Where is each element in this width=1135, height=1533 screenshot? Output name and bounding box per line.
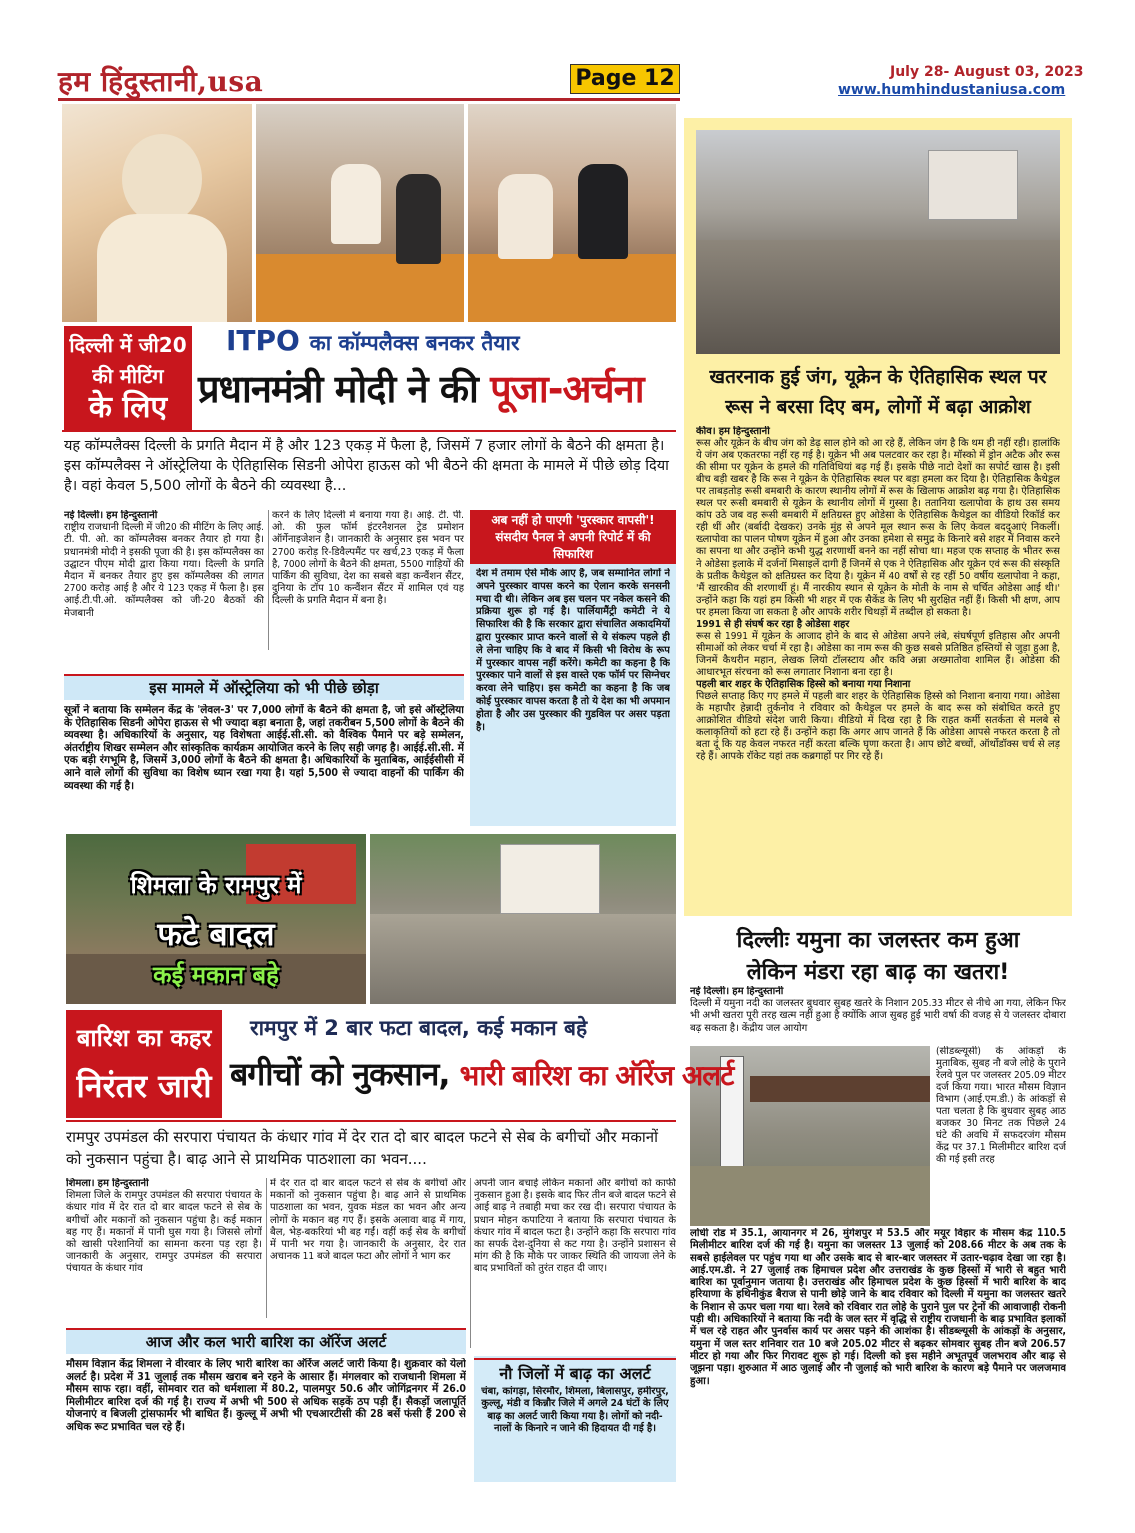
shimla-column-2: में देर रात दो बार बादल फटने से सेब के बगीचों और मकानों को नुकसान पहुंचा है। बाढ़ आने से प्राथमिक पाठशाला का भवन, युवक मंडल का भवन और अन्य लोगों के मकान बह गए हैं। इसके अलावा बाढ़ में गाय, बैल, भेड़-बकरियां भी बह गईं। वहीं कई सेब के बगीचों में पानी भर गया है। जानकारी के अनुसार, देर रात अचानक 11 बजे बादल फटा और लोगों ने भाग कर bbox=[270, 1178, 466, 1263]
story1-col1-text: राष्ट्रीय राजधानी दिल्ली में जी20 की मीटिंग के लिए आई. टी. पी. ओ. का कॉम्पलैक्स बनकर तैयार हो गया है। प्रधानमंत्री मोदी ने इसकी पूजा की है। इस कॉम्पलैक्स का उद्घाटन पीएम मोदी द्वारा किया गया। दिल्ली के प्रगति मैदान में बनकर तैयार हुए इस कॉम्पलैक्स की लागत 2700 करोड़ आई है और ये 123 एकड़ में फैला है। इस आई.टी.पी.ओ. कॉम्पलैक्स को जी-20 बैठकों की मेजबानी bbox=[64, 522, 264, 619]
story1-headline bbox=[198, 362, 644, 416]
rain-box-line-1: बारिश का कहर bbox=[76, 1024, 212, 1052]
ukraine-story-box bbox=[684, 118, 1072, 916]
shimla-headline-accent: भारी बारिश का ऑरेंज अलर्ट bbox=[459, 1059, 734, 1092]
g20-headline-box bbox=[64, 326, 192, 430]
ukraine-headline: खतरनाक हुई जंग, यूक्रेन के ऐतिहासिक स्थल पर रूस ने बरसा दिए बम, लोगों में बढ़ा आक्रोश bbox=[709, 366, 1047, 418]
ukraine-subhead-2: पहली बार शहर के ऐतिहासिक हिस्से को बनाया गया निशाना bbox=[696, 678, 911, 690]
shimla-byline: शिमला। हम हिन्दुस्तानी bbox=[66, 1178, 149, 1189]
shimla-col1-text: शिमला जिले के रामपुर उपमंडल की सरपारा पंचायत के कंधार गांव में देर रात दो बार बादल फटने से सेब के बगीचों और मकानों को नुकसान पहुंचा है। कई मकान बह गए हैं। मकानों में पानी घुस गया है। जिससे लोगों को खासी परेशानियों का सामना करना पड़ रहा है। जानकारी के अनुसार, रामपुर उपमंडल की सरपारा पंचायत के कंधार गांव bbox=[66, 1190, 262, 1275]
story1-byline: नई दिल्ली। हम हिन्दुस्तानी bbox=[64, 510, 158, 521]
column-divider bbox=[470, 1178, 471, 1348]
ukraine-body bbox=[696, 426, 1060, 910]
website-link[interactable]: www.humhindustaniusa.com bbox=[838, 82, 1066, 98]
shimla-headline bbox=[230, 1052, 733, 1095]
ukraine-para-3: पिछले सप्ताह किए गए हमले में पहली बार शहर के ऐतिहासिक हिस्से को निशाना बनाया गया। ओडेसा के महापौर हेन्नादी तुर्कनोव ने रविवार को कैथेड्रल पर हमले के बाद रूस को संबोधित करते हुए आक्रोशित वीडियो संदेश जारी किया। वीडियो में दिख रहा है कि राहत कर्मी सतर्कता से मलबे से कलाकृतियों को हटा रहे हैं। उन्होंने कहा कि अगर आप जानते हैं कि ओडेसा आपसे नफरत करता है तो बता दूं कि यह केवल नफरत नहीं करता बल्कि घृणा करता है। आप छोटे बच्चों, ऑर्थोडॉक्स चर्च से लड़ रहे हैं। आपके रॉकेट यहां तक कब्रगाहों पर गिर रहे हैं। bbox=[696, 691, 1060, 763]
pooja-ceremony-photo-1 bbox=[256, 104, 464, 322]
award-sidebar-text: देश में तमाम ऐसे मौके आए है, जब सम्मानित लोगों ने अपने पुरस्कार वापस करने का ऐलान करके सनसनी मचा दी थी। लेकिन अब इस चलन पर नकेल कसने की प्रक्रिया शुरू हो गई है। पार्लियामैंट्री कमेटी ने ये सिफारिश की है कि सरकार द्वारा संचालित अकादमियों द्वारा पुरस्कार प्राप्त करने वालों से ये संकल्प पहले ही ले लेना चाहिए कि वे बाद में किसी भी विरोध के रूप में पुरस्कार वापस नहीं करेंगे। कमेटी का कहना है कि पुरस्कार पाने वालों से इस वास्ते एक फॉर्म पर सिग्नेचर करवा लेने चाहिए। इस कमेटी का कहना है कि जब कोई पुरस्कार वापस करता है तो ये देश का भी अपमान होता है और उस पुरस्कार की गुडविल पर असर पड़ता है। bbox=[476, 568, 670, 733]
yamuna-intro-text: दिल्ली में यमुना नदी का जलस्तर बुधवार सुबह खतरे के निशान 205.33 मीटर से नीचे आ गया, लेकिन फिर भी अभी खतरा पूरी तरह खत्म नहीं हुआ है क्योंकि आज सुबह हुई भारी वर्षा की वजह से ये जलस्तर दोबारा बढ़ सकता है। केंद्रीय जल आयोग bbox=[690, 998, 1066, 1034]
shimla-cloudburst-photo-2 bbox=[370, 834, 676, 1004]
flood-alert-text: चंबा, कांगड़ा, सिरमौर, शिमला, बिलासपुर, हमीरपुर, कुल्लू, मंडी व किन्नौर जिले में अगले 24 घंटों के लिए बाढ़ का अलर्ट जारी किया गया है। लोगों को नदी-नालों के किनारे न जाने की हिदायत दी गई है। bbox=[481, 1386, 669, 1435]
shimla-column-1 bbox=[66, 1178, 262, 1320]
shimla-lead: रामपुर उपमंडल की सरपारा पंचायत के कंधार गांव में देर रात दो बार बादल फटने से सेब के बगीचों और मकानों को नुकसान पहुंचा है। बाढ़ आने से प्राथमिक पाठशाला का भवन.... bbox=[66, 1128, 658, 1168]
rain-havoc-box bbox=[66, 1010, 222, 1118]
column-divider bbox=[266, 1178, 267, 1318]
story1-column-3: सूत्रों ने बताया कि सम्मेलन केंद्र के 'लेवल-3' पर 7,000 लोगों के बैठने की क्षमता है, जो इसे ऑस्ट्रेलिया के ऐतिहासिक सिडनी ओपेरा हाऊस से भी ज्यादा बड़ा बनाता है, जहां तकरीबन 5,500 लोगों के बैठने की व्यवस्था है। अधिकारियों के अनुसार, यह विशेषता आईई.सी.सी. को वैश्विक पैमाने पर बड़े सम्मेलन, अंतर्राष्ट्रीय शिखर सम्मेलन और सांस्कृतिक कार्यक्रम आयोजित करने के लिए सही जगह है। आईई.सी.सी. में एक बड़ी रंगभूमि है, जिसमें 3,000 लोगों के बैठने की क्षमता है। अधिकारियों के मुताबिक, आईईसीसी में आने वाले लोगों की सुविधा का विशेष ध्यान रखा गया है। यहां 5,500 से ज्यादा वाहनों की पार्किंग की व्यवस्था की गई है। bbox=[64, 704, 464, 792]
flood-alert-sidebar bbox=[474, 1356, 676, 1482]
shimla-cloudburst-photo-1 bbox=[66, 834, 366, 1004]
story1-headline-main: प्रधानमंत्री मोदी ने की bbox=[198, 367, 478, 411]
pooja-ceremony-photo-2 bbox=[468, 104, 676, 322]
itpo-kicker bbox=[226, 324, 520, 357]
ukraine-para-1: रूस और यूक्रेन के बीच जंग को डेढ़ साल होने को आ रहे हैं, लेकिन जंग है कि थम ही नहीं रही। हालांकि ये जंग अब एकतरफा नहीं रह गई है। यूक्रेन भी अब पलटवार कर रहा है। मॉस्को में ड्रोन अटैक और रूस की सीमा पर यूक्रेन के हमले की गतिविधियां बढ़ गई हैं। इसके पीछे नाटो देशों का सपोर्ट खास है। इसी बीच बड़ी खबर है कि रूस ने यूक्रेन के ऐतिहासिक स्थल पर बड़ा हमला कर दिया है। ऐतिहासिक कैथेड्रल पर ताबड़तोड़ रूसी बमबारी के कारण स्थानीय लोगों में रूस के खिलाफ आक्रोश बढ़ गया है। ऐतिहासिक स्थल पर रूसी बमबारी से यूक्रेन के स्थानीय लोगों में गुस्सा है। ततानिया ख्लापोवा के हाथ उस समय कांप उठे जब वह रूसी बमबारी में क्षतिग्रस्त हुए ओडेसा के ऐतिहासिक कैथेड्रल का वीडियो रिकॉर्ड कर रही थीं और (बर्बादी देखकर) उनके मुंह से अपने मूल स्थान रूस के लिए केवल बददुआएं निकलीं। ख्लापोवा का पालन पोषण यूक्रेन में हुआ और उनका हमेशा से समुद्र के किनारे बसे शहर में निवास करने का सपना था और उन्होंने कभी युद्ध शरणार्थी बनने का नहीं सोचा था। महज एक सप्ताह के भीतर रूस ने ओडेसा इलाके में दर्जनों मिसाइलें दागी हैं जिनमें से एक ने ऐतिहासिक और यूक्रेन एवं रूस की संस्कृति के प्रतीक कैथेड्रल को क्षतिग्रस्त कर दिया है। यूक्रेन में 40 वर्षों से रह रहीं 50 वर्षीय ख्लापोवा ने कहा, 'मैं खारकीव की शरणार्थी हूं। मैं नारकीय स्थान से यूक्रेन के मोती के नाम से चर्चित ओडेसा आई थी।' उन्होंने कहा कि यहां हम किसी भी शहर में एक सैकेंड के लिए भी सुरक्षित नहीं हैं। किसी भी क्षण, आप पर हमला किया जा सकता है और आपके शरीर चिथड़ों में तब्दील हो सकता है। bbox=[696, 438, 1060, 618]
award-sidebar bbox=[470, 510, 676, 826]
photo-overlay-line-2: फटे बादल bbox=[157, 915, 275, 953]
column-divider bbox=[268, 510, 269, 650]
yamuna-byline: नई दिल्ली। हम हिन्दुस्तानी bbox=[690, 986, 784, 997]
shimla-rule bbox=[66, 1120, 676, 1122]
newspaper-brand: हम हिंदुस्तानी,usa bbox=[58, 65, 264, 98]
story1-column-1 bbox=[64, 510, 264, 652]
story1-subhead: इस मामले में ऑस्ट्रेलिया को भी पीछे छोड़ा bbox=[64, 674, 464, 700]
flood-alert-headline: नौ जिलों में बाढ़ का अलर्ट bbox=[474, 1358, 676, 1384]
g20-box-line-1: दिल्ली में जी20 bbox=[69, 333, 187, 357]
yamuna-headline-line-2: लेकिन मंडरा रहा बाढ़ का खतरा! bbox=[746, 960, 1010, 985]
award-sidebar-headline: अब नहीं हो पाएगी 'पुरस्कार वापसी'! संसदीय पैनल ने अपनी रिपोर्ट में की सिफारिश bbox=[470, 510, 676, 564]
g20-box-line-2: की मीटिंग bbox=[92, 364, 164, 388]
story1-column-2: करने के लिए दिल्ली में बनाया गया है। आई. टी. पी. ओ. की फुल फॉर्म इंटरनैशनल ट्रेड प्रमोशन ऑर्गेनाइजेशन है। जानकारी के अनुसार इस भवन पर 2700 करोड़ रि-डिवैल्पमैंट पर खर्च,23 एकड़ में फैला है, 7000 लोगों के बैठने की क्षमता, 5500 गाड़ियों की पार्किंग की सुविधा, देश का सबसे बड़ा कन्वैंशन सैंटर, दुनिया के टॉप 10 कन्वैंशन सैंटर में शामिल एवं यह दिल्ली के प्रगति मैदान में बना है। bbox=[272, 510, 464, 607]
yamuna-beside-photo-text: (सीडब्ल्यूसी) के आंकड़ों के मुताबिक, सुबह नौ बजे लोहे के पुराने रेलवे पुल पर जलस्तर 205.09 मीटर दर्ज किया गया। भारत मौसम विज्ञान विभाग (आई.एम.डी.) के आंकड़ों से पता चलता है कि बुधवार सुबह आठ बजकर 30 मिनट तक पिछले 24 घंटे की अवधि में सफदरजंग मौसम केंद्र पर 37.1 मिलीमीटर बारिश दर्ज की गई इसी तरह bbox=[936, 1046, 1066, 1165]
ukraine-byline: कीव। हम हिन्दुस्तानी bbox=[696, 426, 770, 437]
itpo-kicker-itpo: ITPO bbox=[226, 324, 300, 357]
rain-box-line-2: निरंतर जारी bbox=[76, 1067, 212, 1105]
ukraine-subhead-1: 1991 से ही संघर्ष कर रहा है ओडेसा शहर bbox=[696, 618, 850, 630]
g20-box-line-3: के लिए bbox=[88, 390, 168, 425]
modi-portrait-photo bbox=[62, 104, 252, 322]
shimla-column-3: अपनी जान बचाई लेकिन मकानों और बगीचों को काफी नुकसान हुआ है। इसके बाद फिर तीन बजे बादल फटने से आई बाढ़ ने तबाही मचा कर रख दी। सरपारा पंचायत के प्रधान मोहन कपाटिया ने बताया कि सरपारा पंचायत के कंधार गांव में बादल फटा है। उन्होंने कहा कि सरपारा गांव का सपर्क देश-दुनिया से कट गया है। उन्होंने प्रशासन से मांग की है कि मौके पर जाकर स्थिति की जायजा लेने के बाद प्रभावितों को तुरंत राहत दी जाए। bbox=[474, 1178, 676, 1275]
story1-headline-accent: पूजा-अर्चना bbox=[490, 367, 644, 411]
photo-overlay-line-1: शिमला के रामपुर में bbox=[130, 871, 302, 899]
page-number: Page 12 bbox=[570, 64, 680, 94]
itpo-kicker-rest: का कॉम्पलैक्स बनकर तैयार bbox=[309, 331, 520, 355]
masthead-rule bbox=[58, 98, 680, 101]
shimla-kicker: रामपुर में 2 बार फटा बादल, कई मकान बहे bbox=[250, 1016, 588, 1040]
masthead bbox=[0, 0, 1135, 104]
orange-alert-text: मौसम विज्ञान केंद्र शिमला ने वीरवार के लिए भारी बारिश का ऑरेंज अलर्ट जारी किया है। शुक्रवार को येलो अलर्ट है। प्रदेश में 31 जुलाई तक मौसम खराब बने रहने के आसार हैं। मंगलवार को राजधानी शिमला में मौसम साफ रहा। वहीं, सोमवार रात को धर्मशाला में 80.2, पालमपुर 50.6 और जोगिंद्रनगर में 26.0 मिलीमीटर बारिश दर्ज की गई है। राज्य में अभी भी 500 से अधिक सड़कें ठप पड़ी हैं। सैकड़ों जलापूर्ति योजनाएं व बिजली ट्रांसफार्मर भी बाधित हैं। कुल्लू में अभी भी एचआरटीसी की 28 बसें फंसी हैं 200 से अधिक रूट प्रभावित चल रहे हैं। bbox=[66, 1358, 466, 1433]
story1-rule bbox=[62, 430, 676, 432]
issue-date: July 28- August 03, 2023 bbox=[890, 64, 1084, 80]
yamuna-headline-line-1: दिल्लीः यमुना का जलस्तर कम हुआ bbox=[736, 928, 1020, 953]
photo-overlay-line-3: कई मकान बहे bbox=[153, 961, 279, 989]
shimla-headline-main: बगीचों को नुकसान, bbox=[230, 1055, 450, 1093]
yamuna-intro bbox=[690, 986, 1066, 1046]
odesa-cathedral-ruins-photo bbox=[696, 130, 1060, 354]
ukraine-para-2: रूस से 1991 में यूक्रेन के आजाद होने के बाद से ओडेसा अपने लंबे, संघर्षपूर्ण इतिहास और अपनी सीमाओं को लेकर चर्चा में रहा है। ओडेसा का नाम रूस की कुछ सबसे प्रतिष्ठित हस्तियों से जुड़ा हुआ है, जिनमें कैथरीन महान, लेखक लियो टॉलस्टाय और कवि अन्ना अख्मातोवा शामिल हैं। ओडेसा की आधारभूत संरचना को रूस लगातार निशाना बना रहा है। bbox=[696, 630, 1060, 678]
orange-alert-subhead: आज और कल भारी बारिश का ऑरेंज अलर्ट bbox=[66, 1328, 466, 1354]
story1-lead: यह कॉम्पलैक्स दिल्ली के प्रगति मैदान में है और 123 एकड़ में फैला है, जिसमें 7 हजार लोगों के बैठने की क्षमता है। इस कॉम्पलैक्स ने ऑस्ट्रेलिया के ऐतिहासिक सिडनी ओपेरा हाऊस को भी बैठने की क्षमता के मामले में पीछे छोड़ दिया है। वहां केवल 5,500 लोगों के बैठने की व्यवस्था है... bbox=[64, 438, 669, 494]
yamuna-rest-text: लोधी रोड में 35.1, आयानगर में 26, मुंगेशपुर में 53.5 और मयूर विहार के मौसम केंद्र 110.5 मिलीमीटर बारिश दर्ज की गई है। यमुना का जलस्तर 13 जुलाई को 208.66 मीटर के अब तक के सबसे हाईलेवल पर पहुंच गया था और उसके बाद से बार-बार जलस्तर में उतार-चढ़ाव देखा जा रहा है। आई.एम.डी. ने 27 जुलाई तक हिमाचल प्रदेश और उत्तराखंड के कुछ हिस्सों में भारी से बहुत भारी बारिश का पूर्वानुमान जताया है। उत्तराखंड और हिमाचल प्रदेश के कुछ हिस्सों में भारी बारिश के बाद हरियाणा के हथिनीकुंड बैराज से पानी छोड़े जाने के बाद रविवार को दिल्ली में यमुना का जलस्तर खतरे के निशान से ऊपर चला गया था। रेलवे को रविवार रात लोहे के पुराने पुल पर ट्रेनों की आवाजाही रोकनी पड़ी थी। अधिकारियों ने बताया कि नदी के जल स्तर में वृद्धि से राष्ट्रीय राजधानी के बाढ़ प्रभावित इलाकों में चल रहे राहत और पुनर्वास कार्य पर असर पड़ने की आशंका है। सीडब्ल्यूसी के आंकड़ों के अनुसार, यमुना में जल स्तर शनिवार रात 10 बजे 205.02 मीटर से बढ़कर सोमवार सुबह तीन बजे 206.57 मीटर हो गया और फिर गिरावट शुरू हो गई। दिल्ली को इस महीने अभूतपूर्व जलभराव और बाढ़ से जूझना पड़ा। शुरुआत में आठ जुलाई और नौ जुलाई को भारी बारिश के कारण बड़े पैमाने पर जलजमाव हुआ। bbox=[690, 1228, 1066, 1387]
